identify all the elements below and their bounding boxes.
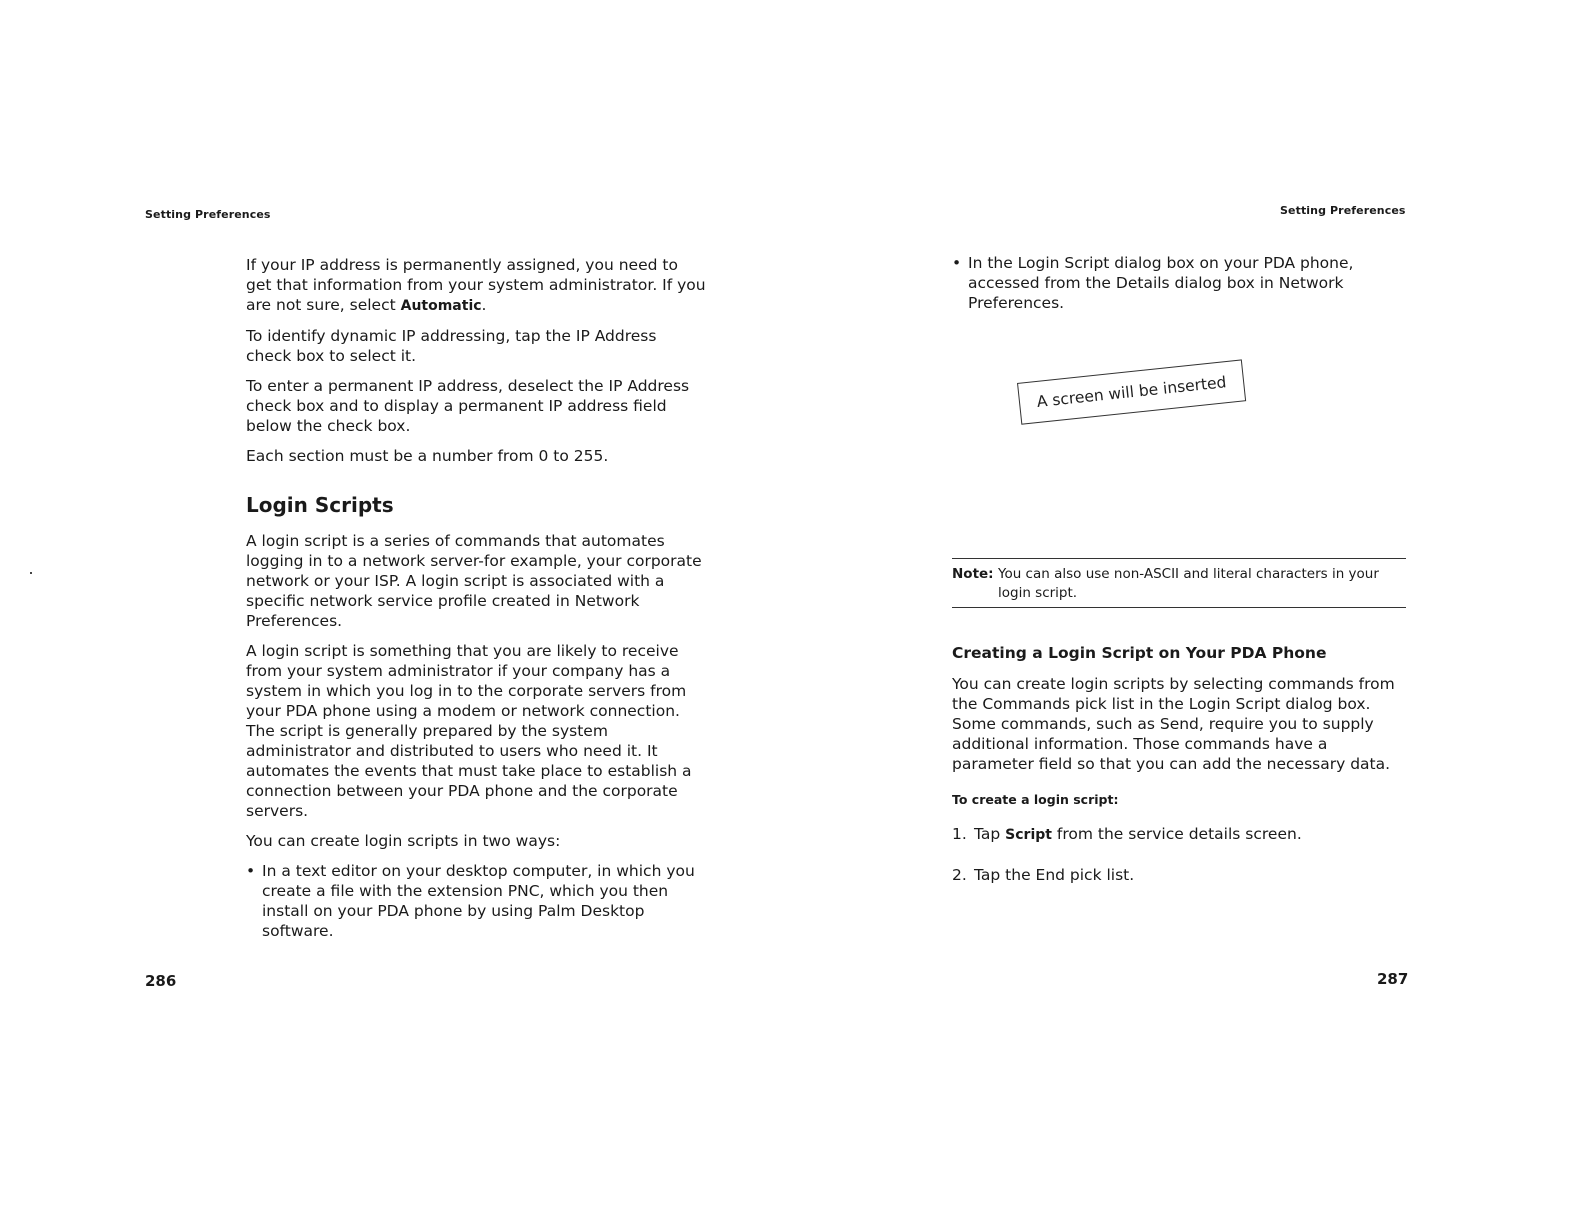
- paragraph-create-via-commands: You can create login scripts by selecting commands from the Commands pick list in the Login Script dialog box. Some commands, such as Send, require you to supply additional information. Those commands have a parameter field so that you can add the necessary data.: [952, 675, 1395, 773]
- procedure-label: To create a login script:: [952, 792, 1119, 807]
- scan-mark: [30, 572, 32, 574]
- note-label: Note:: [952, 566, 994, 582]
- procedure-step: 2. Tap the End pick list.: [952, 866, 1135, 884]
- paragraph-ip-permanent: If your IP address is permanently assigned, you need to get that information from your system administrator. If you are not sure, select Automatic.: [246, 256, 706, 314]
- paragraph-login-script-source: A login script is something that you are likely to receive from your system administrator if your company has a system in which you log in to the corporate servers from your PDA phone using a modem or network connection. The script is generally prepared by the system administrator and distributed to users who need it. It automates the events that must take place to establish a connection between your PDA phone and the corporate servers.: [246, 642, 692, 820]
- paragraph-two-ways: You can create login scripts in two ways:: [246, 832, 561, 850]
- bullet-login-script-dialog: • In the Login Script dialog box on your PDA phone, accessed from the Details dialog box in Network Preferences.: [952, 254, 1354, 312]
- right-body-paragraph: [952, 674, 1412, 784]
- bullet-text-editor: • In a text editor on your desktop computer, in which you create a file with the extension PNC, which you then install on your PDA phone by using Palm Desktop software.: [246, 862, 695, 940]
- paragraph-section-range: Each section must be a number from 0 to 255.: [246, 447, 609, 465]
- subsection-title-creating-login-script: Creating a Login Script on Your PDA Phone: [952, 644, 1327, 662]
- note-box: [952, 558, 1406, 608]
- left-top-paragraphs: [246, 255, 706, 476]
- paragraph-login-script-definition: A login script is a series of commands that automates logging in to a network server-for example, your corporate network or your ISP. A login script is associated with a specific network service profile created in Network Preferences.: [246, 532, 702, 630]
- paragraph-permanent-ip: To enter a permanent IP address, deselect the IP Address check box and to display a permanent IP address field below the check box.: [246, 377, 690, 435]
- left-running-head: Setting Preferences: [145, 208, 271, 221]
- procedure-steps: [952, 824, 1412, 905]
- note-content: [952, 565, 1406, 603]
- bullet-dot: •: [246, 862, 256, 880]
- note-text: You can also use non-ASCII and literal characters in your login script.: [998, 566, 1379, 601]
- right-page-number: 287: [1377, 970, 1409, 988]
- right-running-head: Setting Preferences: [1280, 204, 1406, 217]
- procedure-step: 1. Tap Script from the service details screen.: [952, 825, 1302, 843]
- screen-placeholder-box: A screen will be inserted: [1017, 359, 1246, 424]
- paragraph-dynamic-ip: To identify dynamic IP addressing, tap the IP Address check box to select it.: [246, 327, 657, 365]
- right-top-bullet-block: [952, 253, 1362, 313]
- left-body-paragraphs: [246, 531, 706, 941]
- section-title-login-scripts: Login Scripts: [246, 493, 394, 517]
- left-page-number: 286: [145, 972, 177, 990]
- bullet-dot: •: [952, 254, 962, 272]
